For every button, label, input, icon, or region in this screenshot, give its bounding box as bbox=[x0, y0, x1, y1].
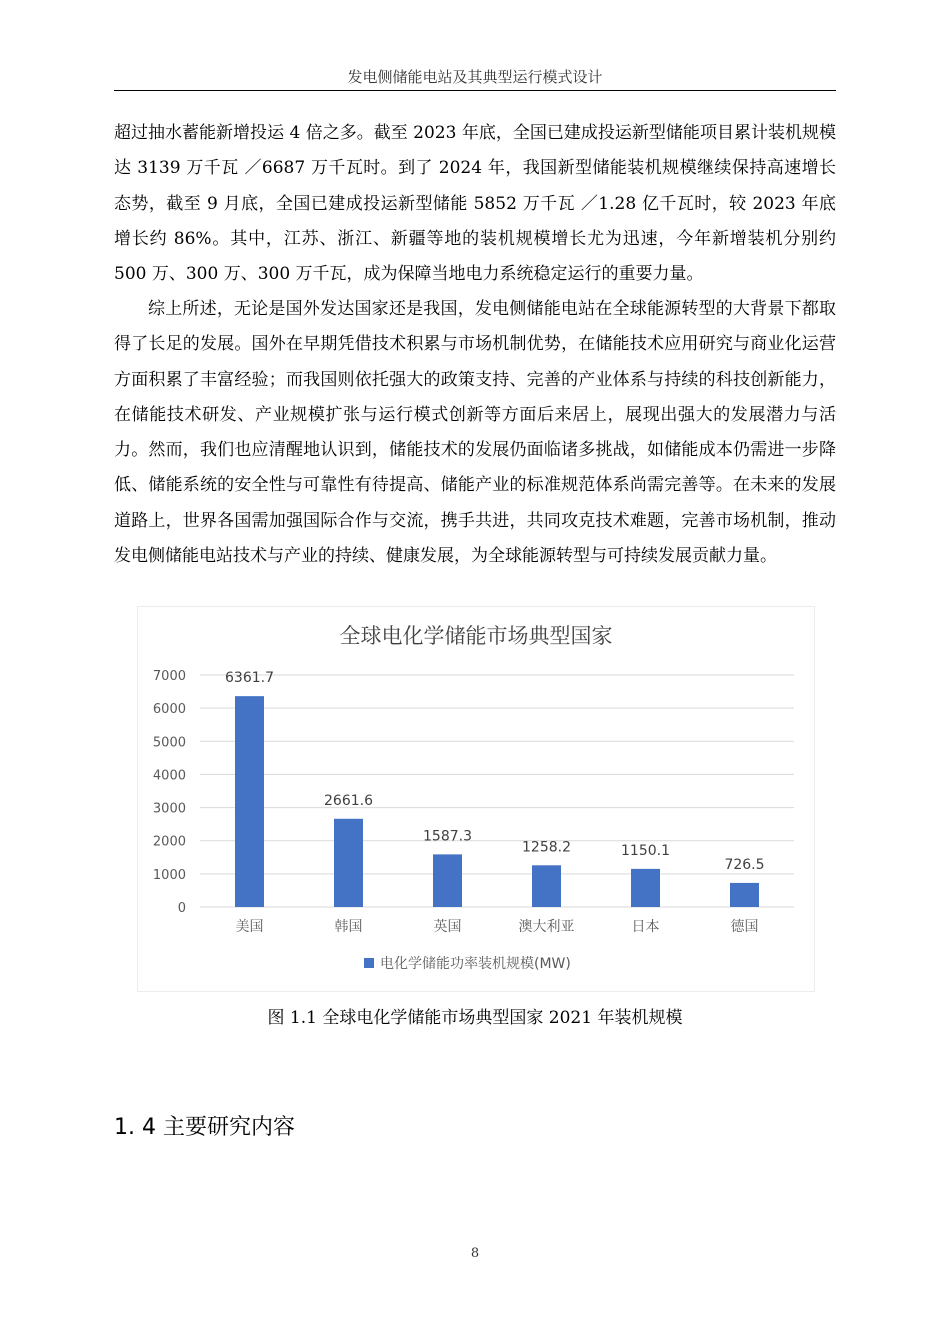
x-tick-label: 日本 bbox=[631, 919, 660, 935]
data-label: 1150.1 bbox=[621, 842, 670, 859]
bar bbox=[235, 696, 264, 907]
y-tick-label: 0 bbox=[177, 901, 186, 916]
x-tick-label: 韩国 bbox=[334, 919, 363, 935]
x-tick-label: 美国 bbox=[235, 919, 264, 935]
body-paragraph-1: 超过抽水蓄能新增投运 4 倍之多。截至 2023 年底，全国已建成投运新型储能项目累计装机规模达 3139 万千瓦 ／6687 万千瓦时。到了 2024 年，我国新型储能装机规模继续保持高速增长态势，截至 9 月底，全国已建成投运新型储能 5852 万千瓦 ／1.28 亿千瓦时，较 2023 年底增长约 86%。其中，江苏、浙江、新疆等地的装机规模增长尤为迅速，今年新增装机分别约 500 万、300 万、300 万千瓦，成为保障当地电力系统稳定运行的重要力量。 bbox=[114, 123, 836, 285]
bar bbox=[631, 869, 660, 907]
data-label: 726.5 bbox=[724, 856, 765, 873]
y-tick-label: 4000 bbox=[152, 768, 186, 784]
bar bbox=[532, 865, 561, 907]
data-label: 1258.2 bbox=[522, 839, 571, 856]
x-tick-label: 英国 bbox=[433, 919, 462, 935]
legend-swatch bbox=[364, 958, 374, 968]
y-tick-label: 5000 bbox=[152, 735, 186, 751]
x-tick-label: 德国 bbox=[730, 919, 759, 935]
figure-caption: 图 1.1 全球电化学储能市场典型国家 2021 年装机规模 bbox=[267, 1008, 683, 1028]
chart-svg bbox=[138, 607, 814, 991]
y-tick-label: 3000 bbox=[152, 801, 186, 817]
y-tick-label: 1000 bbox=[152, 867, 186, 883]
y-tick-label: 7000 bbox=[152, 669, 186, 684]
section-heading: 1. 4 主要研究内容 bbox=[114, 1115, 295, 1140]
y-tick-label: 6000 bbox=[152, 702, 186, 718]
y-tick-label: 2000 bbox=[152, 834, 186, 850]
chart-title: 全球电化学储能市场典型国家 bbox=[339, 624, 613, 648]
bar bbox=[433, 854, 462, 907]
data-label: 6361.7 bbox=[225, 670, 274, 687]
body-paragraph-2: 综上所述，无论是国外发达国家还是我国，发电侧储能电站在全球能源转型的大背景下都取得了长足的发展。国外在早期凭借技术积累与市场机制优势，在储能技术应用研究与商业化运营方面积累了丰富经验；而我国则依托强大的政策支持、完善的产业体系与持续的科技创新能力，在储能技术研发、产业规模扩张与运行模式创新等方面后来居上，展现出强大的发展潜力与活力。然而，我们也应清醒地认识到，储能技术的发展仍面临诸多挑战，如储能成本仍需进一步降低、储能系统的安全性与可靠性有待提高、储能产业的标准规范体系尚需完善等。在未来的发展道路上，世界各国需加强国际合作与交流，携手共进，共同攻克技术难题，完善市场机制，推动发电侧储能电站技术与产业的持续、健康发展，为全球能源转型与可持续发展贡献力量。 bbox=[114, 299, 836, 567]
data-label: 1587.3 bbox=[423, 828, 472, 845]
bar bbox=[730, 883, 759, 907]
legend-label: 电化学储能功率装机规模(MW) bbox=[380, 956, 571, 972]
running-header: 发电侧储能电站及其典型运行模式设计 bbox=[114, 64, 836, 91]
bar-chart bbox=[137, 606, 815, 992]
bar bbox=[334, 819, 363, 907]
data-label: 2661.6 bbox=[324, 792, 373, 809]
x-tick-label: 澳大利亚 bbox=[518, 919, 575, 935]
page-number: 8 bbox=[470, 1246, 480, 1261]
